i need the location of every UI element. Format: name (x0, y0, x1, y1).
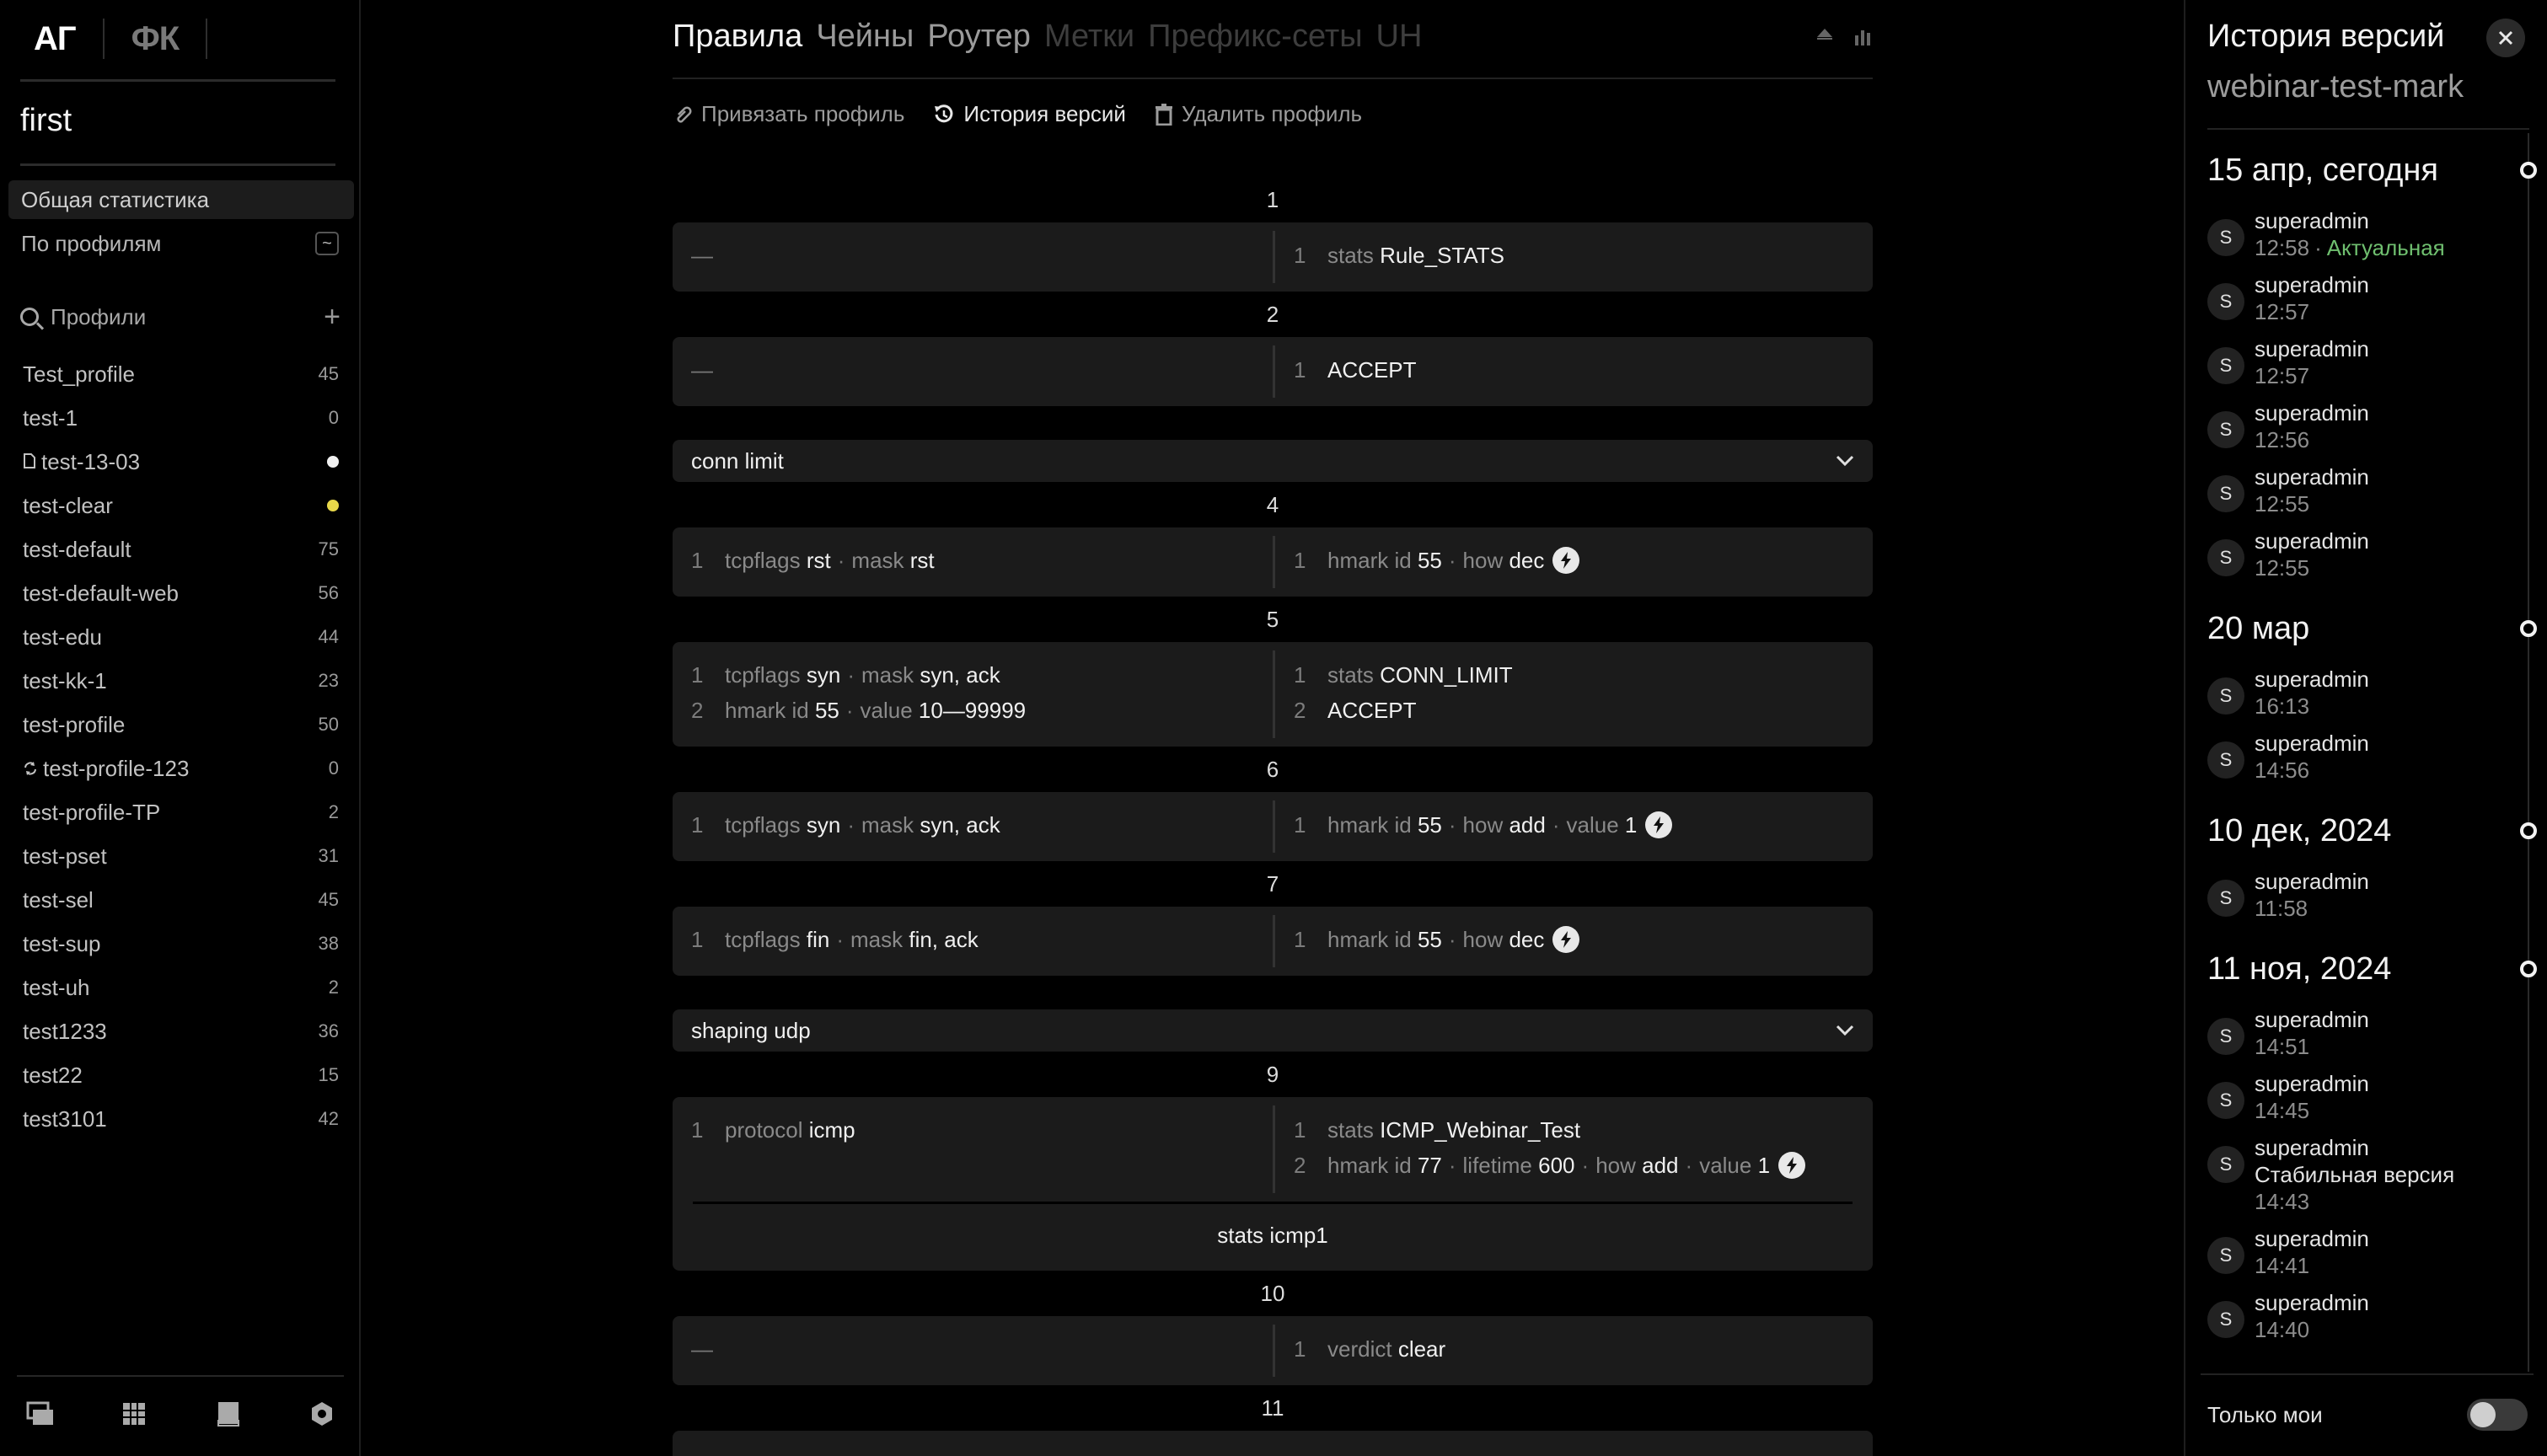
tab-router[interactable]: Роутер (927, 19, 1031, 54)
version-user: superadmin (2255, 1226, 2369, 1251)
profile-item[interactable] (0, 966, 361, 1009)
version-text (2255, 1006, 2369, 1060)
version-text (2255, 1289, 2369, 1343)
nav-general-stats[interactable] (8, 180, 354, 219)
version-item[interactable] (2185, 527, 2547, 581)
profile-name-wrap (23, 1106, 319, 1132)
profile-count: 56 (318, 582, 339, 603)
bind-profile-label: Привязать профиль (701, 101, 905, 126)
version-time-row (2255, 757, 2369, 784)
version-text (2255, 271, 2369, 325)
condition-line: 1 tcpflags rst · mask rst (691, 548, 935, 573)
version-time: 14:41 (2255, 1253, 2310, 1278)
profile-name: test3101 (23, 1105, 107, 1132)
profile-item[interactable] (0, 1053, 361, 1097)
rule-card[interactable] (673, 1097, 1873, 1271)
profile-count: 31 (318, 845, 339, 866)
version-text (2255, 335, 2369, 389)
profile-name-wrap (23, 449, 327, 475)
empty-condition: — (691, 357, 713, 383)
profile-name: test-clear (23, 492, 113, 518)
date-header (2185, 592, 2547, 666)
version-time: 11:58 (2255, 896, 2308, 921)
version-history-button[interactable] (933, 101, 1126, 127)
rule-number: 4 (673, 482, 1873, 527)
profile-name: test-kk-1 (23, 667, 107, 693)
version-time: 14:45 (2255, 1098, 2310, 1123)
version-time-row (2255, 1033, 2369, 1060)
rule-card[interactable] (673, 337, 1873, 406)
version-item[interactable] (2185, 1070, 2547, 1124)
profile-item[interactable] (0, 922, 361, 966)
version-time-row (2255, 426, 2369, 453)
version-item[interactable] (2185, 666, 2547, 720)
divider (20, 163, 335, 166)
panel-title: История версий (2207, 19, 2445, 54)
settings-icon[interactable] (307, 1399, 337, 1429)
version-time-row (2255, 490, 2369, 517)
version-user: superadmin (2255, 666, 2369, 692)
version-item[interactable] (2185, 335, 2547, 389)
search-label: Профили (51, 303, 147, 329)
profile-name: test-pset (23, 843, 107, 869)
profile-name: test-uh (23, 974, 90, 1000)
profile-name-wrap (23, 624, 319, 650)
profile-item[interactable] (0, 527, 361, 571)
profile-count: 42 (318, 1108, 339, 1129)
divider (17, 1375, 344, 1377)
rule-number: 9 (673, 1052, 1873, 1097)
close-icon (2497, 29, 2514, 46)
profile-count: 45 (318, 363, 339, 384)
current-profile-name: first (20, 103, 72, 138)
profile-item[interactable] (0, 615, 361, 659)
version-user: superadmin (2255, 272, 2369, 297)
version-time-row (2255, 298, 2369, 325)
version-user: superadmin (2255, 464, 2369, 490)
version-time-row (2255, 895, 2369, 922)
profile-item[interactable] (0, 1009, 361, 1053)
add-profile-button[interactable]: + (324, 300, 340, 333)
date-header (2185, 932, 2547, 1006)
profiles-search[interactable] (20, 302, 340, 332)
timeline-dot (2520, 961, 2537, 977)
rule-card[interactable] (673, 1316, 1873, 1385)
only-mine-toggle[interactable] (2467, 1399, 2528, 1431)
rule-number: 7 (673, 861, 1873, 907)
action-line: 1 stats ICMP_Webinar_Test (1294, 1117, 1581, 1143)
profile-name-wrap (23, 975, 329, 1001)
lightning-icon (1552, 547, 1579, 574)
nav-label: По профилям (21, 230, 162, 256)
book-icon[interactable] (213, 1399, 244, 1429)
version-item[interactable] (2185, 868, 2547, 922)
delete-profile-label: Удалить профиль (1181, 101, 1363, 126)
version-time: 12:57 (2255, 299, 2310, 324)
version-history-panel (2184, 0, 2547, 1456)
logo-ag[interactable]: АГ (34, 19, 76, 57)
chevron-down-icon (1836, 455, 1854, 467)
profile-count: 2 (328, 801, 339, 822)
version-user: superadmin (2255, 731, 2369, 756)
action-line: 1 stats Rule_STATS (1294, 243, 1505, 268)
version-item[interactable] (2185, 399, 2547, 453)
rule-number: 5 (673, 597, 1873, 642)
condition-line: 1 tcpflags syn · mask syn, ack (691, 662, 1000, 688)
group-header-shaping-udp[interactable] (673, 1009, 1873, 1052)
date-header (2185, 133, 2547, 207)
action-line: 2 ACCEPT (1294, 698, 1417, 723)
profile-item[interactable] (0, 790, 361, 834)
profile-name: test-profile-TP (23, 799, 161, 825)
version-user: superadmin (2255, 528, 2369, 554)
profile-name-wrap (23, 1063, 319, 1089)
profile-actions (673, 101, 1362, 127)
close-button[interactable] (2486, 19, 2525, 57)
search-icon (20, 308, 39, 326)
version-text (2255, 730, 2369, 784)
chat-icon[interactable] (25, 1399, 56, 1429)
nav-by-profiles[interactable] (8, 224, 354, 263)
version-time: 14:43 (2255, 1189, 2310, 1214)
version-text (2255, 463, 2369, 517)
tab-uh[interactable]: UH (1375, 19, 1423, 54)
version-time: 14:40 (2255, 1317, 2310, 1342)
profile-name: test-13-03 (41, 448, 141, 474)
sidebar (0, 0, 361, 1456)
profile-name-wrap (23, 668, 319, 694)
profile-name-wrap (23, 756, 329, 782)
condition-line: 2 hmark id 55 · value 10—99999 (691, 698, 1027, 723)
lightning-icon (1778, 1152, 1805, 1179)
version-user: superadmin (2255, 1071, 2369, 1096)
profile-item[interactable] (0, 396, 361, 440)
version-time: 14:56 (2255, 757, 2310, 783)
empty-condition: — (691, 243, 713, 268)
version-time: 12:56 (2255, 427, 2310, 452)
profile-item[interactable] (0, 703, 361, 747)
profile-name-wrap (23, 1019, 319, 1045)
date-header (2185, 794, 2547, 868)
avatar: S (2207, 1301, 2244, 1338)
version-text (2255, 1134, 2454, 1215)
avatar: S (2207, 219, 2244, 256)
version-text (2255, 399, 2369, 453)
version-note: Стабильная версия (2255, 1162, 2455, 1187)
avatar: S (2207, 411, 2244, 448)
version-time: 12:55 (2255, 491, 2310, 517)
action-line: 1 hmark id 55 · how add · value 1 (1294, 807, 1854, 843)
grid-icon[interactable] (119, 1399, 149, 1429)
action-line: 1 hmark id 55 · how dec (1294, 543, 1854, 578)
version-item[interactable] (2185, 1289, 2547, 1343)
rule-card[interactable] (673, 527, 1873, 597)
profile-item[interactable] (0, 659, 361, 703)
panel-subtitle: webinar-test-mark (2207, 69, 2464, 104)
avatar: S (2207, 283, 2244, 320)
group-title: conn limit (691, 447, 784, 474)
profile-item[interactable] (0, 1097, 361, 1141)
profile-name: test-sup (23, 930, 101, 956)
action-line: 1 stats CONN_LIMIT (1294, 662, 1513, 688)
condition-line: 1 tcpflags fin · mask fin, ack (691, 927, 979, 952)
profile-name: test22 (23, 1062, 83, 1088)
profile-count: 44 (318, 626, 339, 647)
version-text (2255, 1225, 2369, 1279)
paperclip-icon (673, 104, 693, 125)
status-dot (327, 500, 339, 511)
version-list (2185, 133, 2547, 1372)
profile-name: test-edu (23, 624, 102, 650)
version-text (2255, 666, 2369, 720)
version-item[interactable] (2185, 271, 2547, 325)
profile-name-wrap (23, 931, 319, 957)
version-item[interactable] (2185, 1134, 2547, 1215)
bar-chart-icon[interactable] (1853, 27, 1873, 51)
version-user: superadmin (2255, 1135, 2369, 1160)
profile-item[interactable] (0, 352, 361, 396)
version-user: superadmin (2255, 869, 2369, 894)
condition-line: 1 protocol icmp (691, 1117, 855, 1143)
action-line: 1 hmark id 55 · how dec (1294, 922, 1854, 957)
rule-card[interactable] (673, 1431, 1873, 1456)
version-history-label: История версий (963, 101, 1126, 126)
rule-number: 10 (673, 1271, 1873, 1316)
profile-name-wrap (23, 361, 319, 388)
profile-item[interactable] (0, 571, 361, 615)
profile-count: 50 (318, 714, 339, 735)
timeline-dot (2520, 620, 2537, 637)
profile-item[interactable] (0, 878, 361, 922)
avatar: S (2207, 677, 2244, 715)
profile-count: 45 (318, 889, 339, 910)
tab-bar (673, 19, 1422, 55)
profile-name: test-profile (23, 711, 126, 737)
profile-count: 0 (328, 757, 339, 779)
avatar: S (2207, 1082, 2244, 1119)
profile-name: test-1 (23, 404, 78, 431)
profile-name: Test_profile (23, 361, 135, 387)
version-time-row (2255, 693, 2369, 720)
version-item[interactable] (2185, 207, 2547, 261)
action-line: 1 ACCEPT (1294, 357, 1417, 383)
tab-prefix-sets[interactable]: Префикс-сеты (1148, 19, 1363, 54)
delete-profile-button[interactable] (1155, 101, 1362, 127)
view-toggles (1815, 27, 1873, 51)
profile-name-wrap (23, 581, 319, 607)
date-label: 15 апр, сегодня (2207, 152, 2438, 188)
avatar: S (2207, 475, 2244, 512)
divider (2207, 128, 2529, 130)
rule-card[interactable] (673, 792, 1873, 861)
avatar: S (2207, 539, 2244, 576)
version-time-row (2255, 234, 2445, 261)
group-header-conn-limit[interactable] (673, 440, 1873, 482)
profile-name: test-profile-123 (43, 755, 190, 781)
profile-name: test-default (23, 536, 131, 562)
date-label: 10 дек, 2024 (2207, 812, 2392, 848)
version-time: 12:55 (2255, 555, 2310, 581)
avatar: S (2207, 1146, 2244, 1183)
timeline-dot (2520, 822, 2537, 839)
profile-item[interactable] (0, 440, 361, 484)
divider (673, 78, 1873, 79)
version-item[interactable] (2185, 463, 2547, 517)
avatar: S (2207, 1237, 2244, 1274)
tab-marks[interactable]: Метки (1043, 19, 1135, 54)
version-user: superadmin (2255, 208, 2369, 233)
version-time: 12:58 (2255, 235, 2310, 260)
tilde-badge[interactable]: ~ (315, 232, 339, 255)
separator-dot: · (2314, 235, 2322, 260)
profile-count: 75 (318, 538, 339, 559)
version-time-row (2255, 1097, 2369, 1124)
rule-card[interactable] (673, 642, 1873, 747)
profile-name-wrap (23, 887, 319, 913)
version-user: superadmin (2255, 400, 2369, 426)
version-item[interactable] (2185, 1006, 2547, 1060)
version-user: superadmin (2255, 1007, 2369, 1032)
document-icon (23, 449, 36, 475)
condition-line: 1 tcpflags syn · mask syn, ack (691, 812, 1000, 838)
version-time-row (2255, 554, 2369, 581)
profile-item[interactable] (0, 484, 361, 527)
version-item[interactable] (2185, 1225, 2547, 1279)
profile-name-wrap (23, 405, 329, 431)
version-time-row (2255, 1188, 2454, 1215)
bottom-toolbar (25, 1399, 337, 1429)
avatar: S (2207, 347, 2244, 384)
avatar: S (2207, 880, 2244, 917)
rule-number: 2 (1266, 301, 1279, 327)
avatar: S (2207, 1018, 2244, 1055)
profile-name: test-sel (23, 886, 94, 913)
profile-list (0, 352, 361, 1141)
version-user: superadmin (2255, 1290, 2369, 1315)
date-label: 11 ноя, 2024 (2207, 950, 2392, 987)
profile-count: 15 (318, 1064, 339, 1085)
version-text (2255, 1070, 2369, 1124)
nav-label: Общая статистика (21, 186, 210, 212)
profile-name-wrap (23, 712, 319, 738)
history-icon (933, 104, 955, 126)
profile-count: 38 (318, 933, 339, 954)
group-title: shaping udp (691, 1017, 811, 1043)
logo-row (34, 17, 234, 61)
logo-divider (103, 19, 105, 59)
action-line: 1 verdict clear (1294, 1336, 1446, 1362)
tab-chains[interactable]: Чейны (816, 19, 914, 54)
only-mine-filter (2207, 1399, 2528, 1431)
version-text (2255, 868, 2369, 922)
rule-number: 6 (673, 747, 1873, 792)
profile-name: test1233 (23, 1018, 107, 1044)
timeline-dot (2520, 162, 2537, 179)
tab-rules[interactable]: Правила (673, 19, 803, 54)
profile-name-wrap (23, 800, 329, 826)
chevron-down-icon (1836, 1025, 1854, 1036)
version-time: 14:51 (2255, 1034, 2310, 1059)
version-time-row (2255, 1316, 2369, 1343)
profile-item[interactable] (0, 834, 361, 878)
version-time: 12:57 (2255, 363, 2310, 388)
sync-icon (23, 756, 38, 782)
profile-count: 0 (328, 407, 339, 428)
version-text (2255, 207, 2445, 261)
logo-divider (206, 19, 207, 59)
rules-list (673, 177, 1873, 1456)
divider (2201, 1373, 2534, 1375)
rule-card[interactable] (673, 907, 1873, 976)
profile-name-wrap (23, 537, 319, 563)
profile-name-wrap (23, 493, 327, 519)
logo-fk[interactable]: ФК (131, 19, 180, 57)
date-label: 20 мар (2207, 610, 2310, 646)
profile-count: 2 (328, 977, 339, 998)
divider (20, 79, 335, 82)
action-line: 2 hmark id 77 · lifetime 600 · how add · value 1 (1294, 1148, 1854, 1183)
lightning-icon (1645, 811, 1672, 838)
profile-name-wrap (23, 843, 319, 870)
version-item[interactable] (2185, 730, 2547, 784)
empty-condition: — (691, 1336, 713, 1362)
only-mine-label: Только мои (2207, 1401, 2323, 1427)
status-dot (327, 456, 339, 468)
rule-number: 11 (673, 1385, 1873, 1431)
rule-card[interactable] (673, 222, 1873, 292)
profile-count: 23 (318, 670, 339, 691)
current-version-badge: Актуальная (2326, 235, 2445, 260)
trash-icon (1155, 104, 1173, 126)
avatar: S (2207, 741, 2244, 779)
profile-item[interactable] (0, 747, 361, 790)
version-user: superadmin (2255, 336, 2369, 361)
lightning-icon (1552, 926, 1579, 953)
bind-profile-button[interactable] (673, 101, 904, 127)
rule-number: 1 (1266, 186, 1279, 212)
version-text (2255, 527, 2369, 581)
collapse-icon[interactable] (1815, 27, 1834, 51)
version-time-row (2255, 1252, 2369, 1279)
sub-rule-stats[interactable]: stats icmp1 (693, 1202, 1853, 1271)
profile-name: test-default-web (23, 580, 179, 606)
version-time: 16:13 (2255, 693, 2310, 719)
profile-count: 36 (318, 1020, 339, 1041)
version-time-row (2255, 362, 2369, 389)
